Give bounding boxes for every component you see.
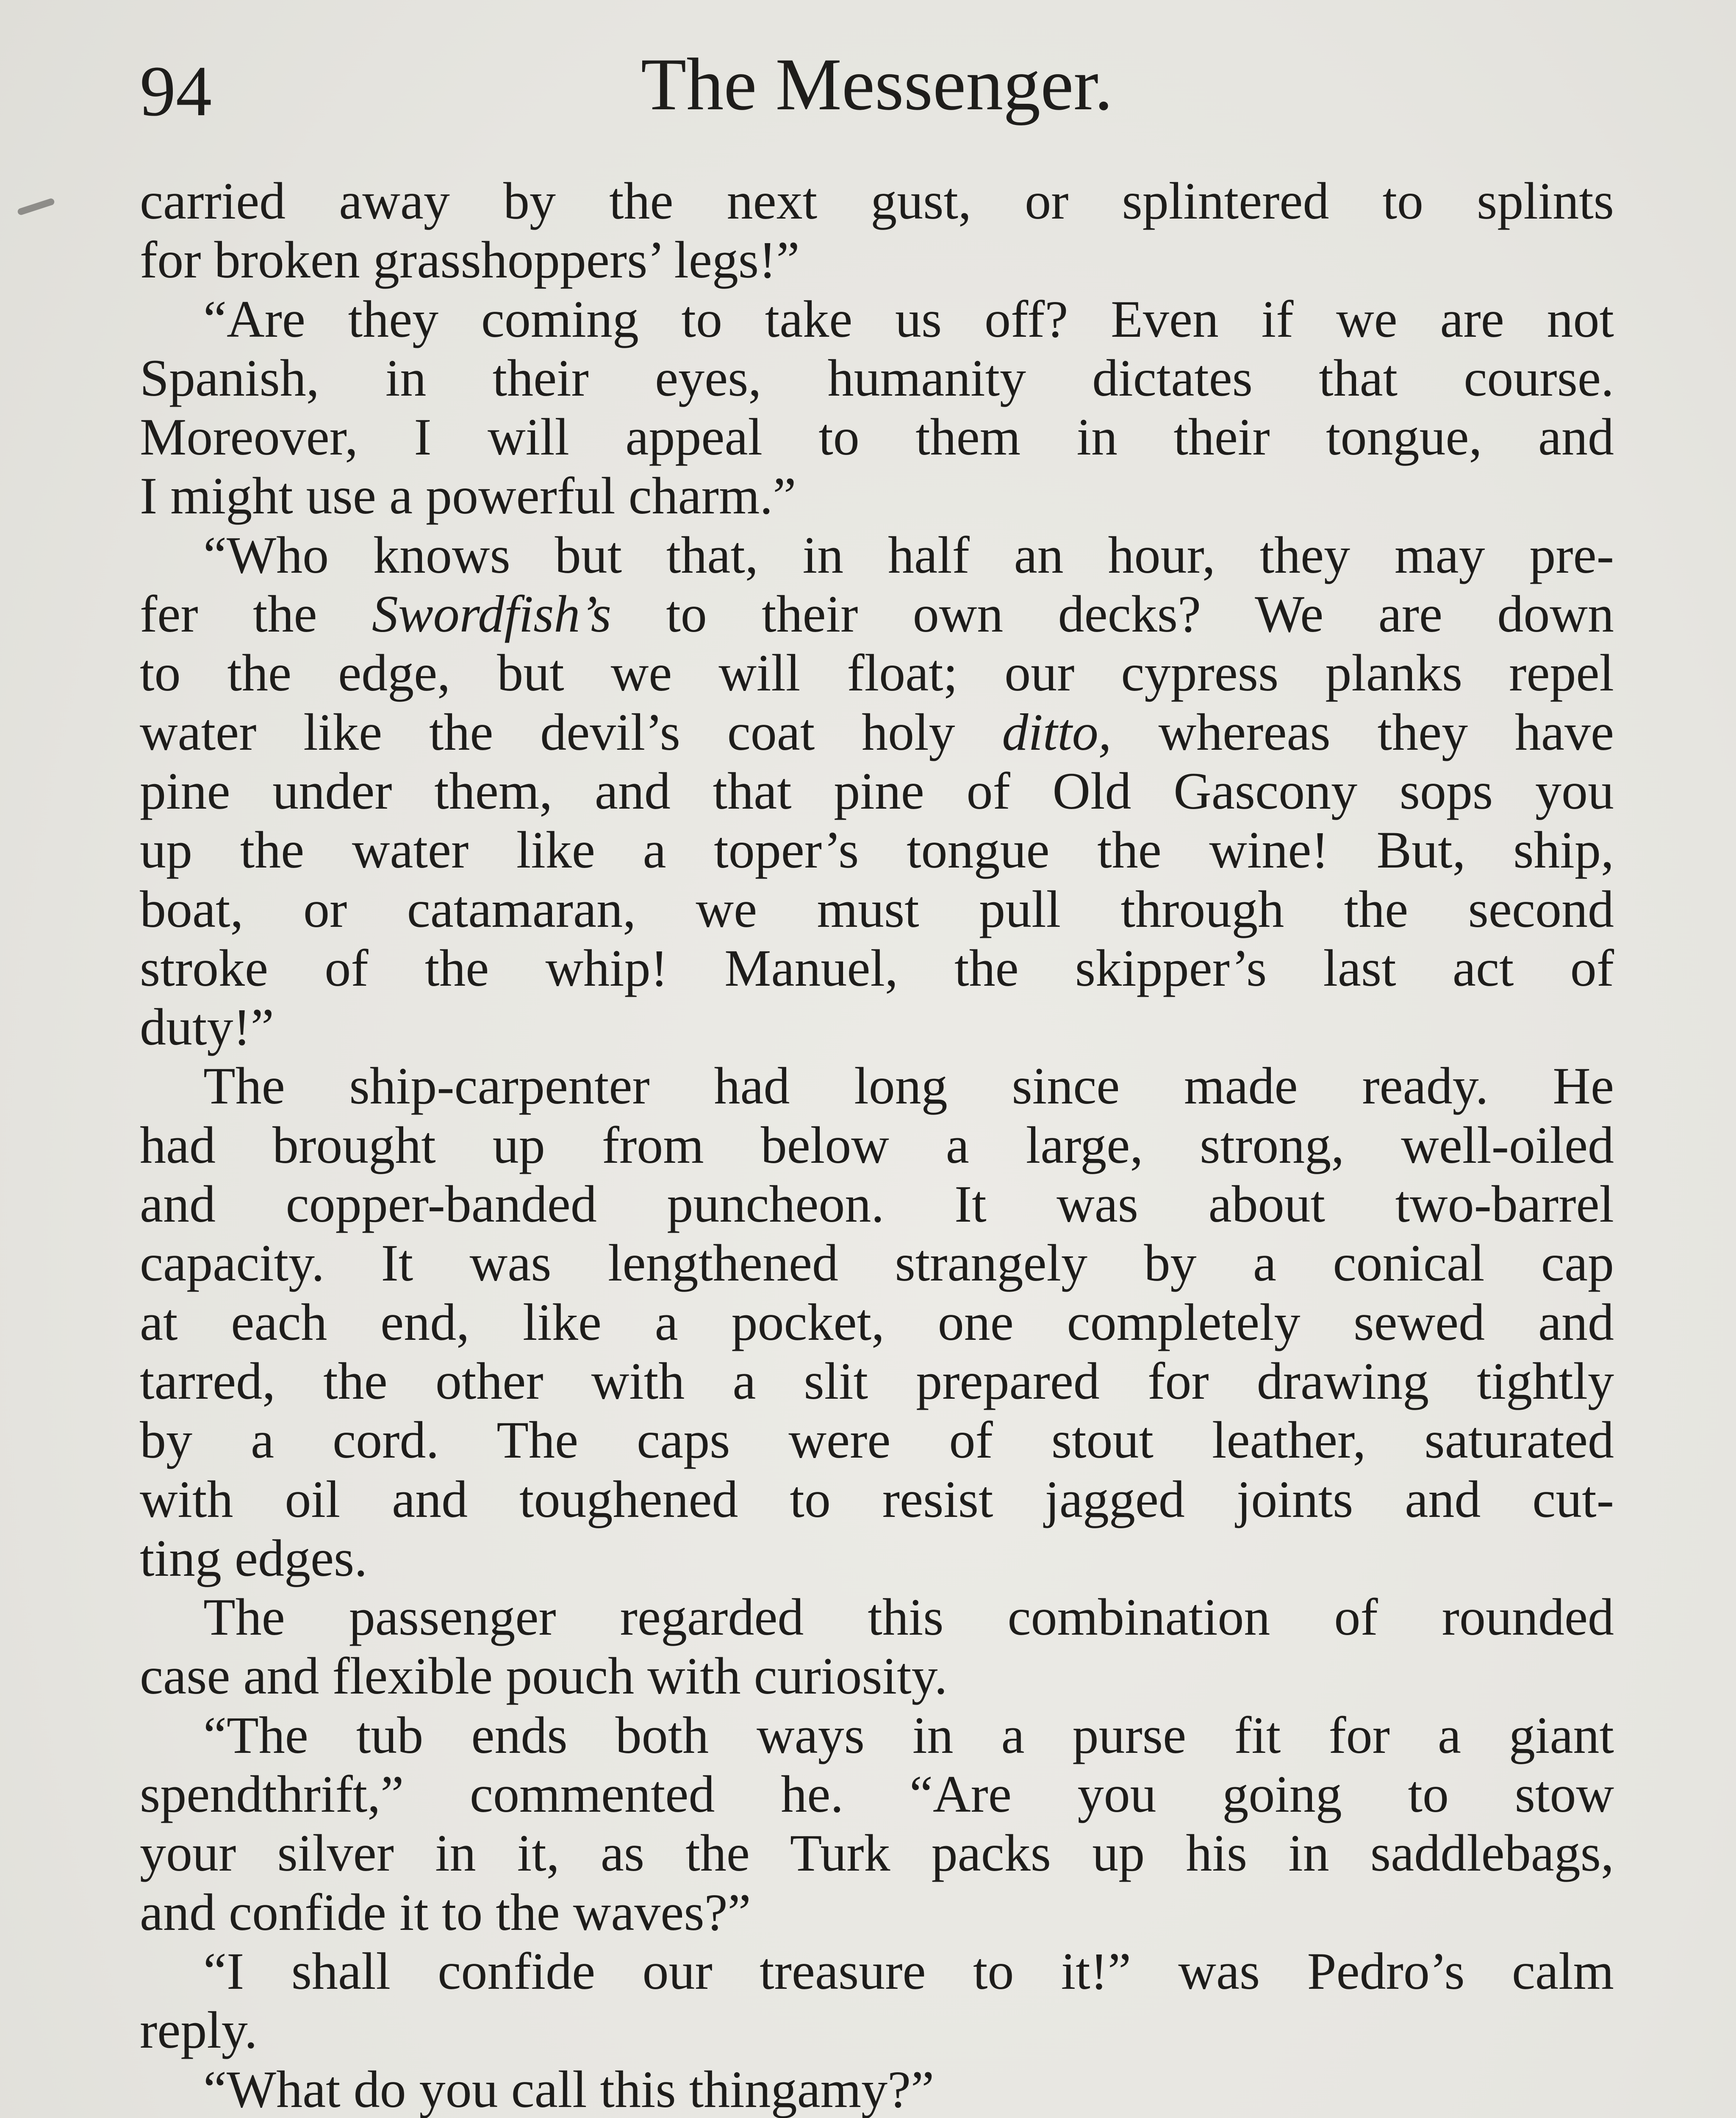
text-line: case and flexible pouch with curiosity. bbox=[140, 1647, 948, 1705]
text-run: water like the devil’s coat holy bbox=[140, 703, 1002, 761]
text-line: up the water like a toper’s tongue the wine! But, ship, bbox=[140, 821, 1614, 879]
text-line: tarred, the other with a slit prepared for drawing tightly bbox=[140, 1352, 1614, 1410]
text-line: pine under them, and that pine of Old Gascony sops you bbox=[140, 762, 1614, 820]
text-line: reply. bbox=[140, 2001, 258, 2060]
running-title: The Messenger. bbox=[641, 43, 1113, 126]
text-line: Moreover, I will appeal to them in their tongue, and bbox=[140, 408, 1614, 466]
text-line: “Who knows but that, in half an hour, they may pre- bbox=[203, 526, 1614, 584]
text-line: The ship-carpenter had long since made ready. He bbox=[203, 1057, 1614, 1115]
text-line: stroke of the whip! Manuel, the skipper’s last act of bbox=[140, 939, 1614, 997]
text-line: capacity. It was lengthened strangely by a conical cap bbox=[140, 1234, 1614, 1292]
italic-ship-name: Swordfish’s bbox=[372, 585, 611, 643]
text-line: and copper-banded puncheon. It was about two-barrel bbox=[140, 1175, 1614, 1234]
text-line: with oil and toughened to resist jagged joints and cut- bbox=[140, 1470, 1614, 1528]
text-line: “The tub ends both ways in a purse fit for a giant bbox=[203, 1706, 1614, 1764]
text-line: “Are they coming to take us off? Even if we are not bbox=[203, 290, 1614, 348]
body-text bbox=[140, 172, 1614, 2118]
text-line: and confide it to the waves?” bbox=[140, 1883, 751, 1941]
text-line: duty!” bbox=[140, 998, 274, 1056]
paper-speck bbox=[17, 197, 55, 216]
text-line: I might use a powerful charm.” bbox=[140, 467, 796, 525]
text-run: to their own decks? We are down bbox=[611, 585, 1614, 643]
text-line bbox=[140, 585, 1614, 643]
text-run: whereas they have bbox=[1111, 703, 1614, 761]
text-line: carried away by the next gust, or splintered to splints bbox=[140, 172, 1614, 230]
text-line: had brought up from below a large, strong, well-oiled bbox=[140, 1116, 1614, 1174]
page-header bbox=[140, 40, 1614, 138]
text-line: your silver in it, as the Turk packs up his in saddlebags, bbox=[140, 1824, 1614, 1882]
text-line: Spanish, in their eyes, humanity dictates that course. bbox=[140, 349, 1614, 407]
text-line: ting edges. bbox=[140, 1529, 368, 1587]
text-line: “I shall confide our treasure to it!” was Pedro’s calm bbox=[203, 1942, 1614, 2000]
text-line: to the edge, but we will float; our cypress planks repel bbox=[140, 644, 1614, 702]
text-line: at each end, like a pocket, one completely sewed and bbox=[140, 1293, 1614, 1351]
text-line: for broken grasshoppers’ legs!” bbox=[140, 231, 800, 289]
text-run: fer the bbox=[140, 585, 372, 643]
text-line: “What do you call this thingamy?” bbox=[203, 2060, 935, 2118]
text-line: boat, or catamaran, we must pull through the second bbox=[140, 880, 1614, 938]
text-line bbox=[140, 703, 1614, 762]
text-line: The passenger regarded this combination of rounded bbox=[203, 1588, 1614, 1647]
page-number: 94 bbox=[140, 51, 212, 131]
text-line: spendthrift,” commented he. “Are you going to stow bbox=[140, 1765, 1614, 1824]
italic-word: ditto, bbox=[1002, 703, 1112, 761]
text-line: by a cord. The caps were of stout leather, saturated bbox=[140, 1411, 1614, 1469]
